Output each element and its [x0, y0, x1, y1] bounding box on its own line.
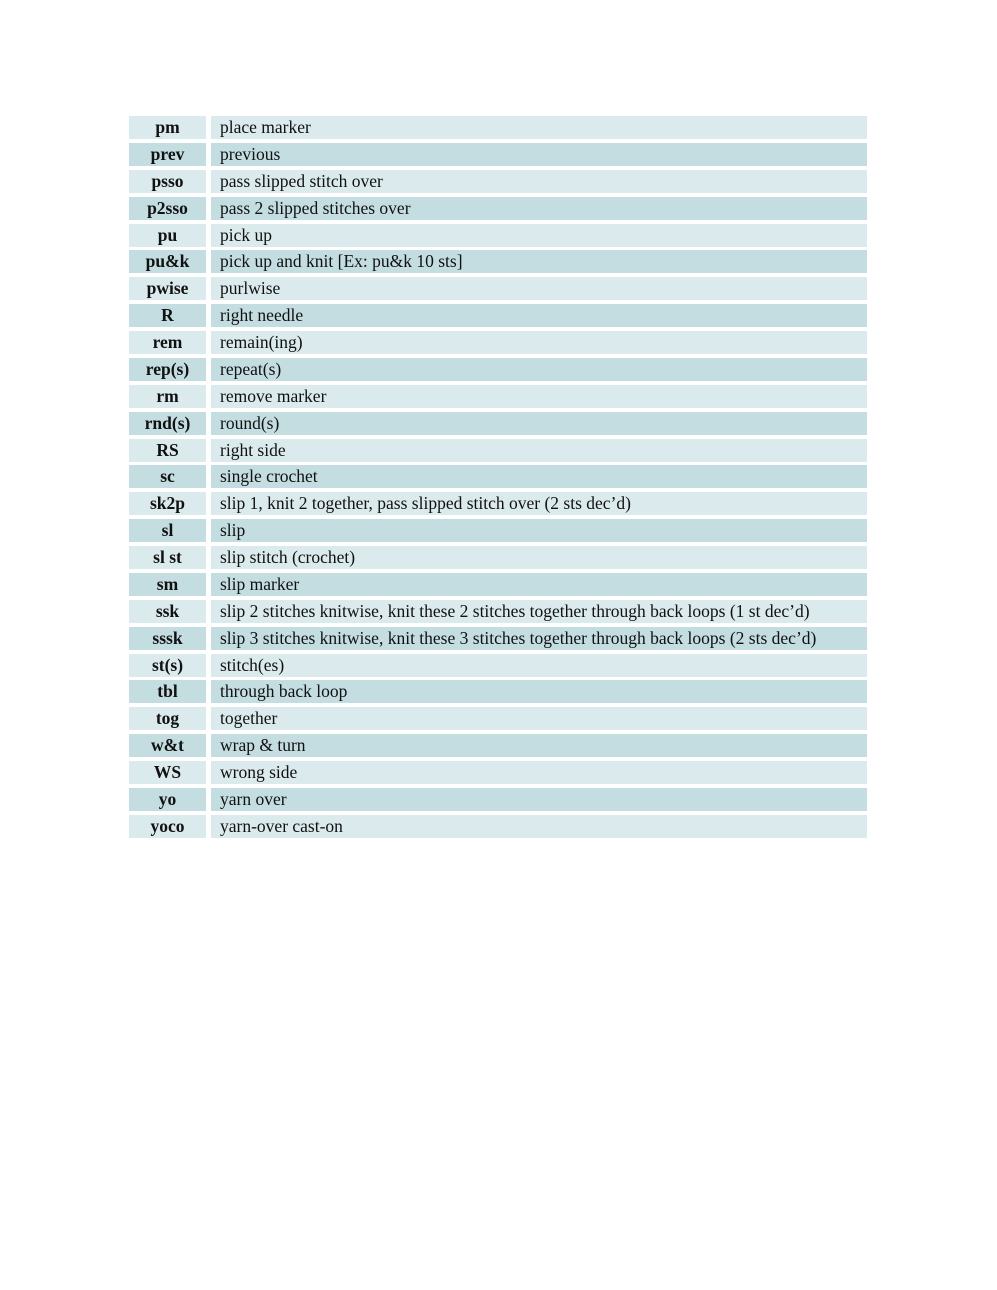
- abbreviation-cell: w&t: [129, 734, 206, 757]
- abbreviation-cell: rep(s): [129, 358, 206, 381]
- table-row: [129, 815, 867, 838]
- abbreviation-cell: rm: [129, 385, 206, 408]
- abbreviation-cell: sl: [129, 519, 206, 542]
- table-row: [129, 465, 867, 488]
- table-row: [129, 492, 867, 515]
- definition-cell: wrap & turn: [211, 734, 867, 757]
- table-row: [129, 546, 867, 569]
- abbreviation-cell: pm: [129, 116, 206, 139]
- abbreviation-cell: sc: [129, 465, 206, 488]
- definition-cell: together: [211, 707, 867, 730]
- definition-cell: remove marker: [211, 385, 867, 408]
- abbreviation-cell: rnd(s): [129, 412, 206, 435]
- table-row: [129, 224, 867, 247]
- definition-cell: pass 2 slipped stitches over: [211, 197, 867, 220]
- definition-cell: round(s): [211, 412, 867, 435]
- abbreviation-cell: tbl: [129, 680, 206, 703]
- table-row: [129, 250, 867, 273]
- abbreviation-cell: sl st: [129, 546, 206, 569]
- abbreviation-cell: sk2p: [129, 492, 206, 515]
- table-row: [129, 170, 867, 193]
- table-row: [129, 734, 867, 757]
- abbreviation-cell: sssk: [129, 627, 206, 650]
- table-row: [129, 197, 867, 220]
- abbreviation-cell: prev: [129, 143, 206, 166]
- abbreviations-table: [129, 116, 867, 842]
- abbreviation-cell: yoco: [129, 815, 206, 838]
- abbreviation-cell: RS: [129, 439, 206, 462]
- table-row: [129, 788, 867, 811]
- definition-cell: yarn over: [211, 788, 867, 811]
- abbreviation-cell: tog: [129, 707, 206, 730]
- definition-cell: repeat(s): [211, 358, 867, 381]
- definition-cell: stitch(es): [211, 654, 867, 677]
- table-row: [129, 143, 867, 166]
- abbreviation-cell: R: [129, 304, 206, 327]
- definition-cell: slip 2 stitches knitwise, knit these 2 stitches together through back loops (1 st dec’d): [211, 600, 867, 623]
- definition-cell: slip 3 stitches knitwise, knit these 3 stitches together through back loops (2 sts dec’d): [211, 627, 867, 650]
- abbreviation-cell: yo: [129, 788, 206, 811]
- definition-cell: through back loop: [211, 680, 867, 703]
- table-row: [129, 600, 867, 623]
- definition-cell: right side: [211, 439, 867, 462]
- table-row: [129, 680, 867, 703]
- definition-cell: yarn-over cast-on: [211, 815, 867, 838]
- table-row: [129, 654, 867, 677]
- abbreviation-cell: psso: [129, 170, 206, 193]
- definition-cell: purlwise: [211, 277, 867, 300]
- definition-cell: single crochet: [211, 465, 867, 488]
- table-row: [129, 707, 867, 730]
- definition-cell: remain(ing): [211, 331, 867, 354]
- abbreviation-cell: pu&k: [129, 250, 206, 273]
- table-row: [129, 331, 867, 354]
- abbreviation-cell: pwise: [129, 277, 206, 300]
- table-row: [129, 385, 867, 408]
- table-row: [129, 761, 867, 784]
- table-row: [129, 358, 867, 381]
- abbreviation-cell: WS: [129, 761, 206, 784]
- definition-cell: right needle: [211, 304, 867, 327]
- definition-cell: slip: [211, 519, 867, 542]
- definition-cell: slip stitch (crochet): [211, 546, 867, 569]
- abbreviation-cell: st(s): [129, 654, 206, 677]
- abbreviation-cell: pu: [129, 224, 206, 247]
- table-row: [129, 412, 867, 435]
- definition-cell: slip marker: [211, 573, 867, 596]
- definition-cell: pass slipped stitch over: [211, 170, 867, 193]
- table-row: [129, 573, 867, 596]
- table-row: [129, 116, 867, 139]
- abbreviation-cell: ssk: [129, 600, 206, 623]
- table-row: [129, 304, 867, 327]
- abbreviation-cell: sm: [129, 573, 206, 596]
- definition-cell: pick up: [211, 224, 867, 247]
- definition-cell: place marker: [211, 116, 867, 139]
- table-row: [129, 439, 867, 462]
- abbreviation-cell: p2sso: [129, 197, 206, 220]
- table-row: [129, 627, 867, 650]
- definition-cell: slip 1, knit 2 together, pass slipped stitch over (2 sts dec’d): [211, 492, 867, 515]
- abbreviation-cell: rem: [129, 331, 206, 354]
- definition-cell: previous: [211, 143, 867, 166]
- table-row: [129, 277, 867, 300]
- definition-cell: wrong side: [211, 761, 867, 784]
- definition-cell: pick up and knit [Ex: pu&k 10 sts]: [211, 250, 867, 273]
- table-row: [129, 519, 867, 542]
